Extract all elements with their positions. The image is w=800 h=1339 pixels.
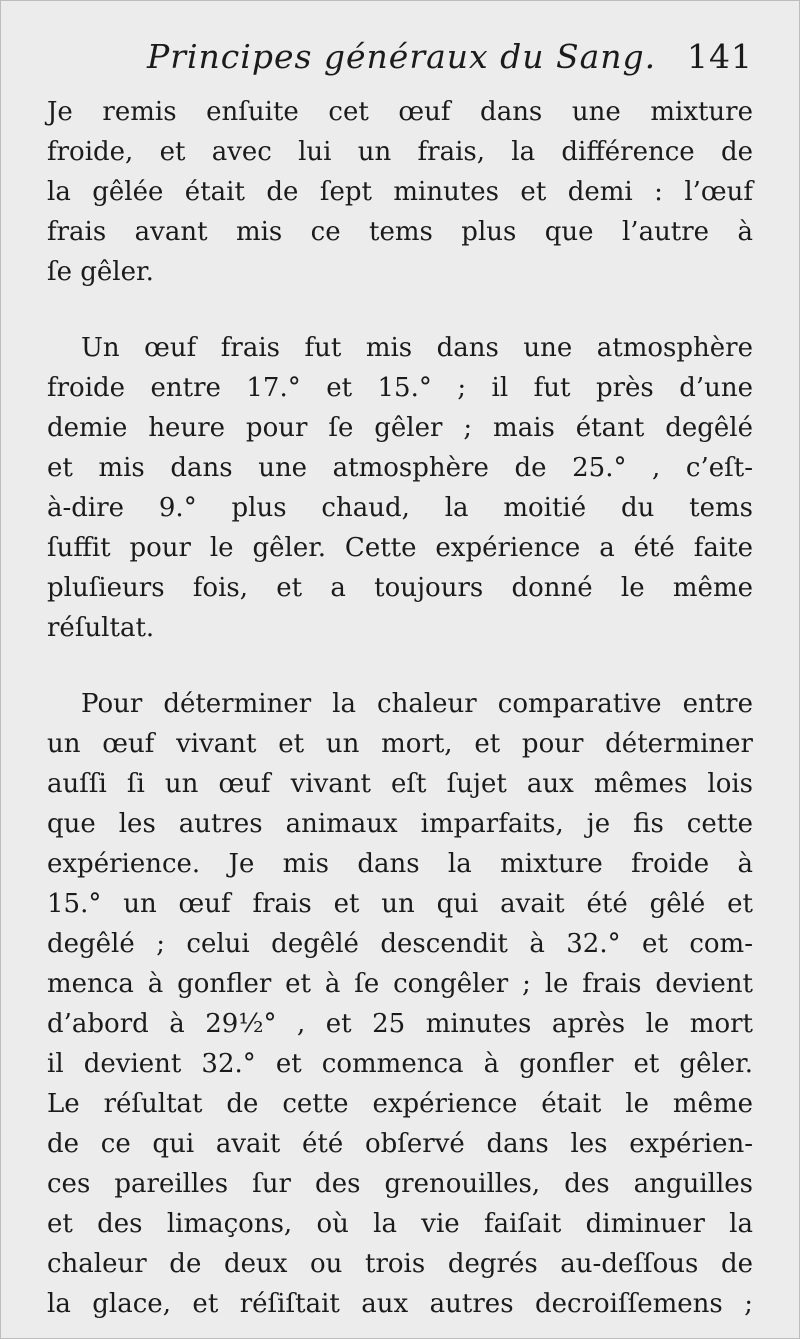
text-line: Je remis enſuite cet œuf dans une mixture [47, 97, 753, 127]
text-line: Le réſultat de cette expérience était le même [47, 1089, 753, 1119]
text-line: chaleur de deux ou trois degrés au-deſſous de [47, 1249, 753, 1279]
text-line: Un œuf frais fut mis dans une atmosphère [81, 333, 753, 363]
text-line: frais avant mis ce tems plus que l’autre à [47, 217, 753, 247]
text-line: degêlé ; celui degêlé descendit à 32.° et com- [47, 929, 753, 959]
body-text [47, 92, 753, 1324]
text-line: pluſieurs fois, et a toujours donné le même [47, 573, 753, 603]
text-line: de ce qui avait été obſervé dans les expérien- [47, 1129, 753, 1159]
text-line: et mis dans une atmosphère de 25.° , c’eſt- [47, 453, 753, 483]
text-line: 15.° un œuf frais et un qui avait été gêlé et [47, 889, 753, 919]
text-line: d’abord à 29½° , et 25 minutes après le mort [47, 1009, 753, 1039]
text-line: expérience. Je mis dans la mixture froide à [47, 849, 753, 879]
text-line: la gêlée était de ſept minutes et demi : l’œuf [47, 177, 753, 207]
text-line: froide entre 17.° et 15.° ; il fut près d’une [47, 373, 753, 403]
text-line: réſultat. [47, 613, 155, 643]
running-title: Principes généraux du Sang. [147, 37, 657, 76]
text-line: ſuffit pour le gêler. Cette expérience a été faite [47, 533, 753, 563]
text-line: ces pareilles ſur des grenouilles, des anguilles [47, 1169, 753, 1199]
text-line: auſſi ſi un œuf vivant eſt ſujet aux mêmes lois [47, 769, 753, 799]
text-line: menca à gonfler et à ſe congêler ; le frais devient [47, 969, 753, 999]
text-line: Pour déterminer la chaleur comparative entre [81, 689, 753, 719]
text-line: que les autres animaux imparfaits, je fis cette [47, 809, 753, 839]
text-line: ſe gêler. [47, 257, 154, 287]
running-head [47, 37, 753, 97]
paragraph-1 [47, 92, 753, 292]
paragraph-2 [47, 328, 753, 648]
text-line: à-dire 9.° plus chaud, la moitié du tems [47, 493, 753, 523]
text-line: et des limaçons, où la vie faiſait diminuer la [47, 1209, 753, 1239]
text-line: la glace, et réſiſtait aux autres decroiſſemens ; [47, 1289, 753, 1319]
page-number: 141 [687, 37, 753, 76]
text-line: un œuf vivant et un mort, et pour déterminer [47, 729, 753, 759]
text-line: il devient 32.° et commenca à gonfler et gêler. [47, 1049, 753, 1079]
text-line: froide, et avec lui un frais, la différence de [47, 137, 753, 167]
paragraph-3 [47, 684, 753, 1324]
text-line: demie heure pour ſe gêler ; mais étant degêlé [47, 413, 753, 443]
